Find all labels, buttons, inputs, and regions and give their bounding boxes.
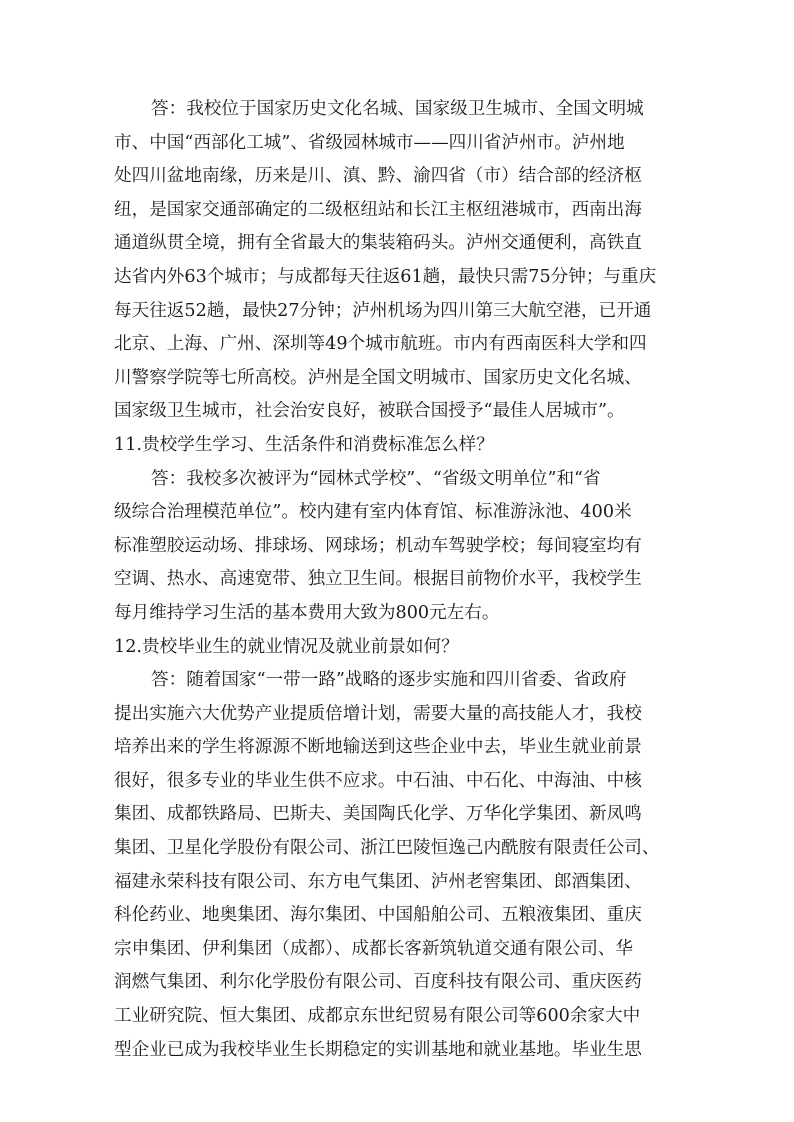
text-line: 培养出来的学生将源源不断地输送到这些企业中去，毕业生就业前景 — [114, 737, 642, 758]
text-line: 11.贵校学生学习、生活条件和消费标准怎么样？ — [114, 434, 494, 455]
text-line: 答：随着国家“一带一路”战略的逐步实施和四川省委、省政府 — [151, 670, 627, 691]
text-line: 很好，很多专业的毕业生供不应求。中石油、中石化、中海油、中核 — [114, 770, 642, 791]
text-line: 科伦药业、地奥集团、海尔集团、中国船舶公司、五粮液集团、重庆 — [114, 905, 642, 926]
text-line: 每月维持学习生活的基本费用大致为800元左右。 — [114, 602, 500, 623]
text-line: 集团、成都铁路局、巴斯夫、美国陶氏化学、万华化学集团、新凤鸣 — [114, 804, 642, 825]
text-line: 空调、热水、高速宽带、独立卫生间。根据目前物价水平，我校学生 — [114, 569, 642, 590]
text-line: 12.贵校毕业生的就业情况及就业前景如何？ — [114, 636, 459, 657]
text-line: 处四川盆地南缘，历来是川、滇、黔、渝四省（市）结合部的经济枢 — [114, 166, 642, 187]
text-line: 国家级卫生城市，社会治安良好，被联合国授予“最佳人居城市”。 — [114, 401, 625, 422]
text-line: 宗申集团、伊利集团（成都）、成都长客新筑轨道交通有限公司、华 — [114, 938, 634, 959]
text-line: 型企业已成为我校毕业生长期稳定的实训基地和就业基地。毕业生思 — [114, 1039, 642, 1060]
text-line: 润燃气集团、利尔化学股份有限公司、百度科技有限公司、重庆医药 — [114, 972, 642, 993]
text-line: 答：我校位于国家历史文化名城、国家级卫生城市、全国文明城 — [151, 99, 644, 119]
text-line: 集团、卫星化学股份有限公司、浙江巴陵恒逸己内酰胺有限责任公司、 — [114, 838, 660, 859]
text-line: 工业研究院、恒大集团、成都京东世纪贸易有限公司等600余家大中 — [114, 1006, 641, 1027]
text-line: 达省内外63个城市；与成都每天往返61趟，最快只需75分钟；与重庆 — [114, 266, 657, 287]
text-line: 通道纵贯全境，拥有全省最大的集装箱码头。泸州交通便利，高铁直 — [114, 233, 642, 254]
text-line: 川警察学院等七所高校。泸州是全国文明城市、国家历史文化名城、 — [114, 367, 642, 388]
text-line: 级综合治理模范单位”。校内建有室内体育馆、标准游泳池、400米 — [114, 502, 632, 523]
text-line: 福建永荣科技有限公司、东方电气集团、泸州老窖集团、郎酒集团、 — [114, 871, 642, 892]
text-line: 标准塑胶运动场、排球场、网球场；机动车驾驶学校；每间寝室均有 — [114, 535, 642, 556]
text-line: 北京、上海、广州、深圳等49个城市航班。市内有西南医科大学和四 — [114, 334, 647, 355]
text-line: 市、中国“西部化工城”、省级园林城市——四川省泸州市。泸州地 — [114, 132, 625, 153]
text-line: 答：我校多次被评为“园林式学校”、“省级文明单位”和“省 — [151, 468, 601, 489]
document-body — [114, 93, 684, 1067]
text-line: 每天往返52趟，最快27分钟；泸州机场为四川第三大航空港，已开通 — [114, 300, 652, 321]
text-line: 纽，是国家交通部确定的二级枢纽站和长江主枢纽港城市，西南出海 — [114, 199, 642, 220]
text-line: 提出实施六大优势产业提质倍增计划，需要大量的高技能人才，我校 — [114, 703, 642, 724]
